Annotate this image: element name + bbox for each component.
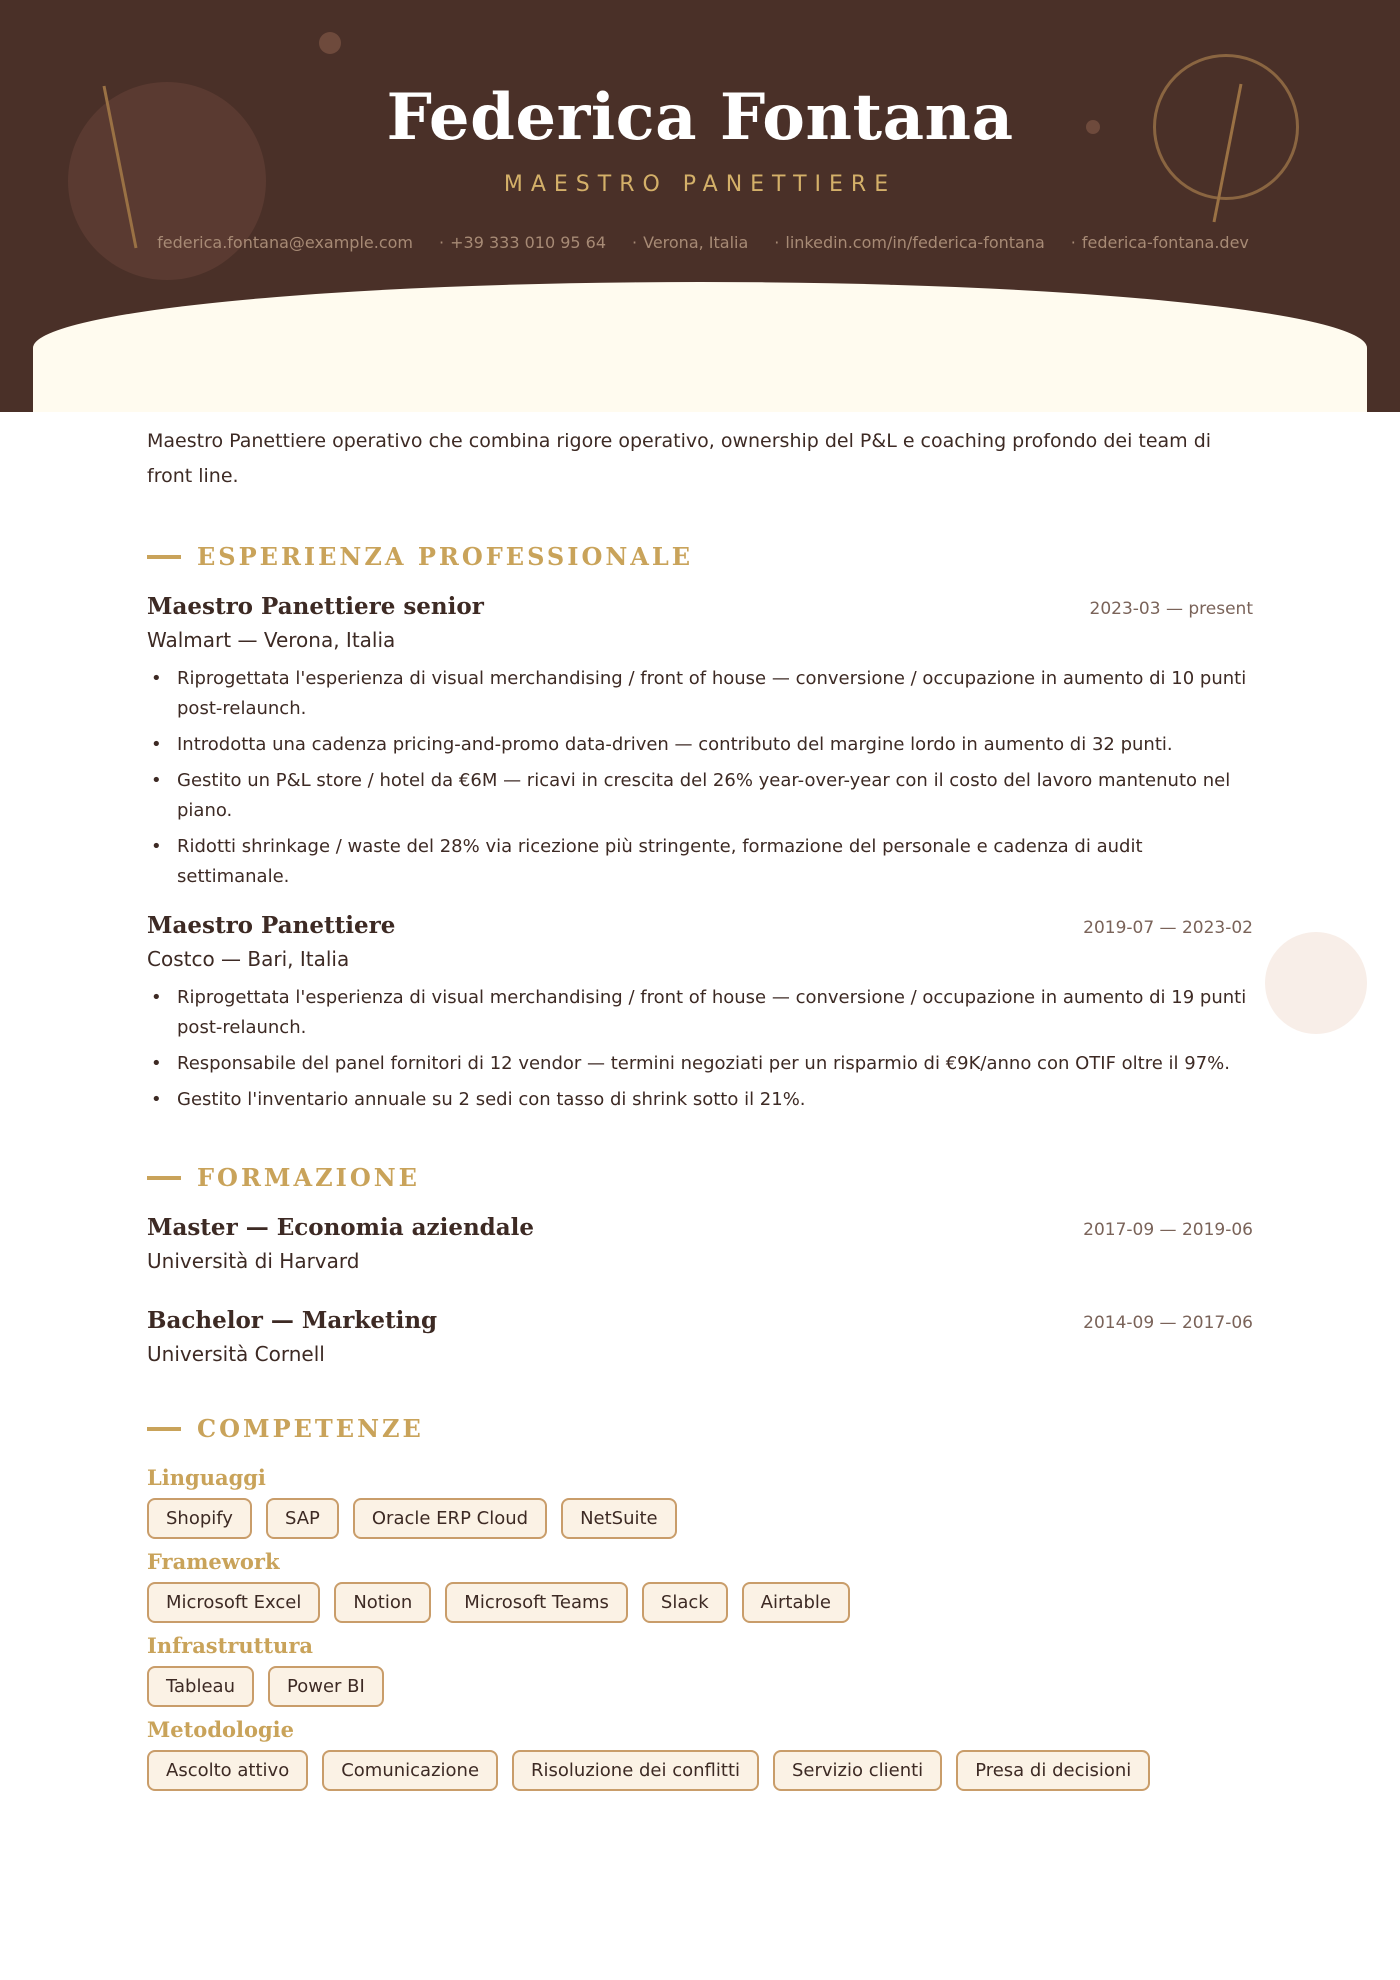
school-name: Università di Harvard bbox=[147, 1249, 360, 1273]
experience-item bbox=[147, 593, 1253, 892]
achievement-item: • Riprogettata l'esperienza di visual merchandising / front of house — conversione / occupazione in aumento di 10 punti post-relaunch. bbox=[147, 664, 1253, 724]
skill-tag: Tableau bbox=[147, 1666, 254, 1707]
education-item bbox=[147, 1307, 1253, 1366]
skill-group-languages bbox=[147, 1465, 1253, 1539]
skill-tag: NetSuite bbox=[561, 1498, 677, 1539]
summary-text: Maestro Panettiere operativo che combina rigore operativo, ownership del P&L e coaching profondo dei team di front line. bbox=[147, 430, 1212, 487]
job-dates: 2023-03 — present bbox=[1089, 599, 1253, 619]
job-role: Maestro Panettiere bbox=[147, 912, 396, 939]
decorative-circle bbox=[1265, 932, 1367, 1034]
job-role: Maestro Panettiere senior bbox=[147, 593, 484, 620]
contact-phone[interactable]: · +39 333 010 95 64 bbox=[439, 233, 607, 252]
skill-tag: Airtable bbox=[742, 1582, 850, 1623]
skill-tag: Oracle ERP Cloud bbox=[353, 1498, 547, 1539]
skill-tag: Servizio clienti bbox=[773, 1750, 942, 1791]
degree-title: Master — Economia aziendale bbox=[147, 1214, 535, 1241]
heading-bar bbox=[147, 555, 181, 559]
achievement-item: • Riprogettata l'esperienza di visual merchandising / front of house — conversione / occupazione in aumento di 19 punti post-relaunch. bbox=[147, 983, 1253, 1043]
skill-tag: Notion bbox=[334, 1582, 431, 1623]
achievement-list bbox=[147, 983, 1253, 1115]
degree-dates: 2014-09 — 2017-06 bbox=[1083, 1313, 1253, 1333]
skill-group-label: Linguaggi bbox=[147, 1465, 266, 1490]
job-company: Costco — Bari, Italia bbox=[147, 947, 350, 971]
achievement-item: • Gestito l'inventario annuale su 2 sedi con tasso di shrink sotto il 21%. bbox=[147, 1085, 1253, 1115]
experience-item bbox=[147, 912, 1253, 1115]
skill-group-methodologies bbox=[147, 1717, 1253, 1791]
skill-tag: SAP bbox=[266, 1498, 339, 1539]
skill-tag: Ascolto attivo bbox=[147, 1750, 308, 1791]
skill-group-infrastructure bbox=[147, 1633, 1253, 1707]
skill-tag: Risoluzione dei conflitti bbox=[512, 1750, 759, 1791]
degree-title: Bachelor — Marketing bbox=[147, 1307, 438, 1334]
section-heading-experience: ESPERIENZA PROFESSIONALE bbox=[147, 542, 1253, 571]
heading-bar bbox=[147, 1176, 181, 1180]
degree-dates: 2017-09 — 2019-06 bbox=[1083, 1220, 1253, 1240]
skill-tag: Slack bbox=[642, 1582, 728, 1623]
contact-website[interactable]: · federica-fontana.dev bbox=[1070, 233, 1249, 252]
skill-tag: Presa di decisioni bbox=[956, 1750, 1150, 1791]
heading-bar bbox=[147, 1427, 181, 1431]
job-company: Walmart — Verona, Italia bbox=[147, 628, 396, 652]
skill-group-label: Infrastruttura bbox=[147, 1633, 313, 1658]
person-name: Federica Fontana bbox=[386, 80, 1014, 155]
resume-header bbox=[0, 0, 1400, 412]
school-name: Università Cornell bbox=[147, 1342, 325, 1366]
skill-group-label: Metodologie bbox=[147, 1717, 295, 1742]
header-curve bbox=[33, 282, 1367, 412]
skill-tag: Microsoft Teams bbox=[445, 1582, 628, 1623]
education-item bbox=[147, 1214, 1253, 1273]
achievement-item: • Gestito un P&L store / hotel da €6M — ricavi in crescita del 26% year-over-year con il costo del lavoro mantenuto nel piano. bbox=[147, 766, 1253, 826]
section-heading-skills: COMPETENZE bbox=[147, 1414, 1253, 1443]
achievement-item: • Introdotta una cadenza pricing-and-promo data-driven — contributo del margine lordo in aumento di 32 punti. bbox=[147, 730, 1253, 760]
achievement-item: • Responsabile del panel fornitori di 12 vendor — termini negoziati per un risparmio di €9K/anno con OTIF oltre il 97%. bbox=[147, 1049, 1253, 1079]
skill-group-label: Framework bbox=[147, 1549, 280, 1574]
section-heading-education: FORMAZIONE bbox=[147, 1163, 1253, 1192]
skill-tag: Power BI bbox=[268, 1666, 384, 1707]
contact-email[interactable]: federica.fontana@example.com bbox=[157, 233, 414, 252]
job-dates: 2019-07 — 2023-02 bbox=[1083, 918, 1253, 938]
skill-tag: Microsoft Excel bbox=[147, 1582, 320, 1623]
achievement-list bbox=[147, 664, 1253, 892]
contact-location: · Verona, Italia bbox=[632, 233, 749, 252]
job-title: MAESTRO PANETTIERE bbox=[503, 172, 897, 197]
skill-tag: Comunicazione bbox=[322, 1750, 498, 1791]
contact-list bbox=[0, 233, 1400, 252]
contact-linkedin[interactable]: · linkedin.com/in/federica-fontana bbox=[774, 233, 1045, 252]
skill-group-frameworks bbox=[147, 1549, 1253, 1623]
skill-tag: Shopify bbox=[147, 1498, 252, 1539]
achievement-item: • Ridotti shrinkage / waste del 28% via ricezione più stringente, formazione del personale e cadenza di audit settimanale. bbox=[147, 832, 1253, 892]
resume-body bbox=[147, 424, 1253, 1801]
